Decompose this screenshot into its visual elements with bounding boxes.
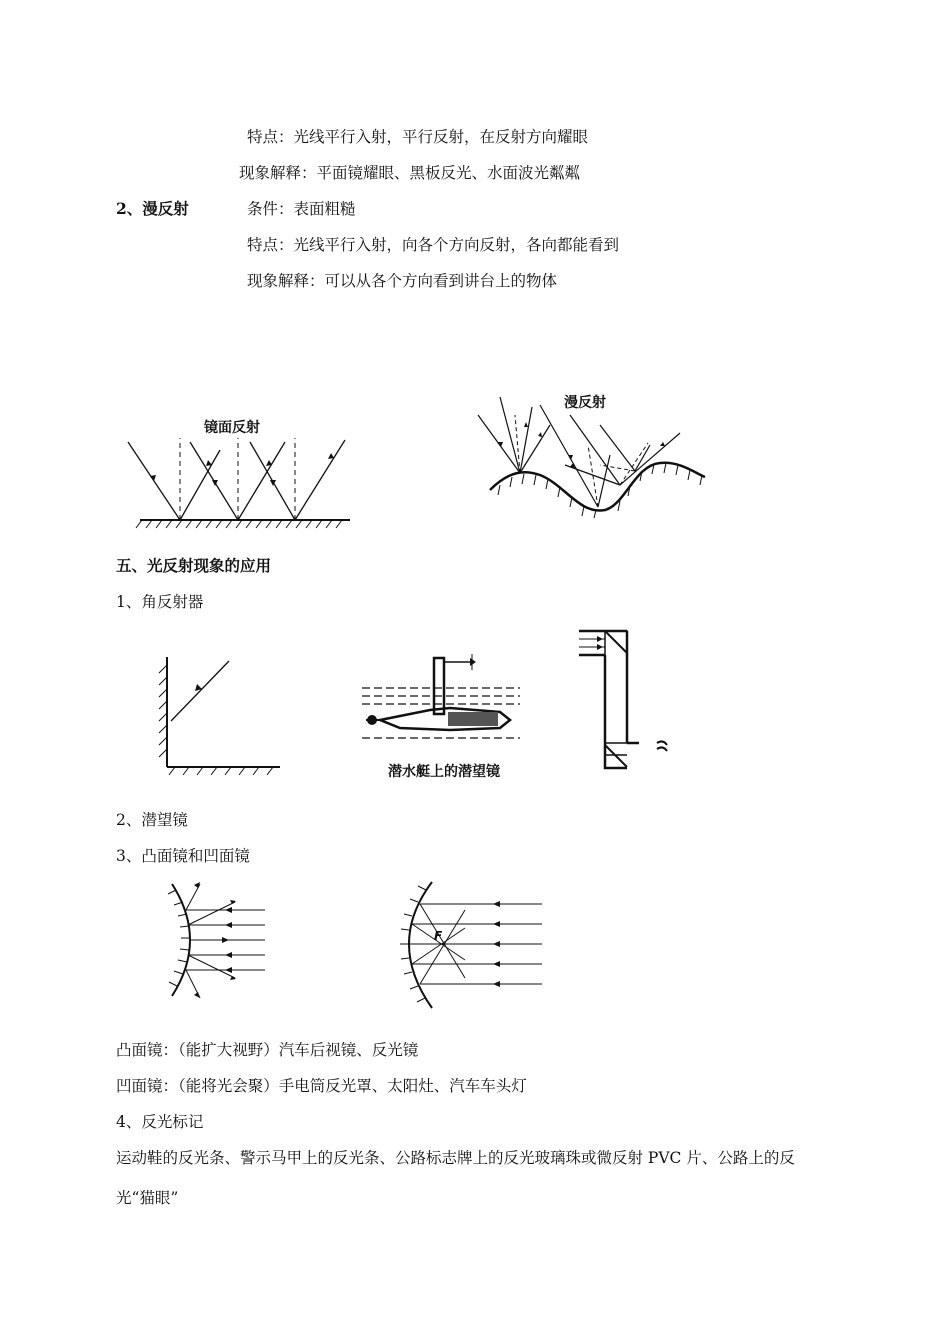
section5-heading: 五、光反射现象的应用 — [116, 556, 272, 575]
reflective-marks-line1: 运动鞋的反光条、警示马甲上的反光条、公路标志牌上的反光玻璃珠或微反射 PVC 片、公路上的反 — [116, 1149, 795, 1167]
diffuse-reflection-figure — [470, 385, 715, 520]
item3-mirrors: 3、凸面镜和凹面镜 — [116, 847, 250, 865]
convex-mirror-figure — [160, 880, 275, 1005]
specular-phenomenon: 现象解释：平面镜耀眼、黑板反光、水面波光粼粼 — [239, 164, 581, 182]
focus-label: F — [434, 929, 443, 943]
submarine-periscope-figure — [360, 650, 525, 780]
item2-periscope: 2、潜望镜 — [116, 811, 188, 829]
diffuse-condition: 条件：表面粗糙 — [247, 200, 356, 218]
specular-reflection-figure — [120, 410, 360, 535]
item1-corner-reflector: 1、角反射器 — [116, 593, 204, 611]
diffuse-phenomenon: 现象解释：可以从各个方向看到讲台上的物体 — [247, 272, 558, 290]
reflective-marks-line2: 光“猫眼” — [116, 1189, 179, 1207]
diffuse-feature: 特点：光线平行入射，向各个方向反射，各向都能看到 — [247, 236, 620, 254]
item4-reflective-marks: 4、反光标记 — [116, 1113, 204, 1131]
periscope-caption: 潜水艇上的潜望镜 — [388, 764, 500, 780]
specular-label: 镜面反射 — [204, 420, 260, 436]
periscope-figure — [575, 625, 690, 775]
corner-reflector-figure — [155, 655, 295, 775]
specular-feature: 特点：光线平行入射，平行反射，在反射方向耀眼 — [247, 128, 589, 146]
diffuse-heading: 2、漫反射 — [116, 199, 189, 218]
concave-mirror-text: 凹面镜：（能将光会聚）手电筒反光罩、太阳灶、汽车车头灯 — [116, 1077, 527, 1095]
concave-mirror-figure — [390, 878, 550, 1013]
convex-mirror-text: 凸面镜：（能扩大视野）汽车后视镜、反光镜 — [116, 1041, 419, 1059]
diffuse-label: 漫反射 — [564, 395, 606, 411]
